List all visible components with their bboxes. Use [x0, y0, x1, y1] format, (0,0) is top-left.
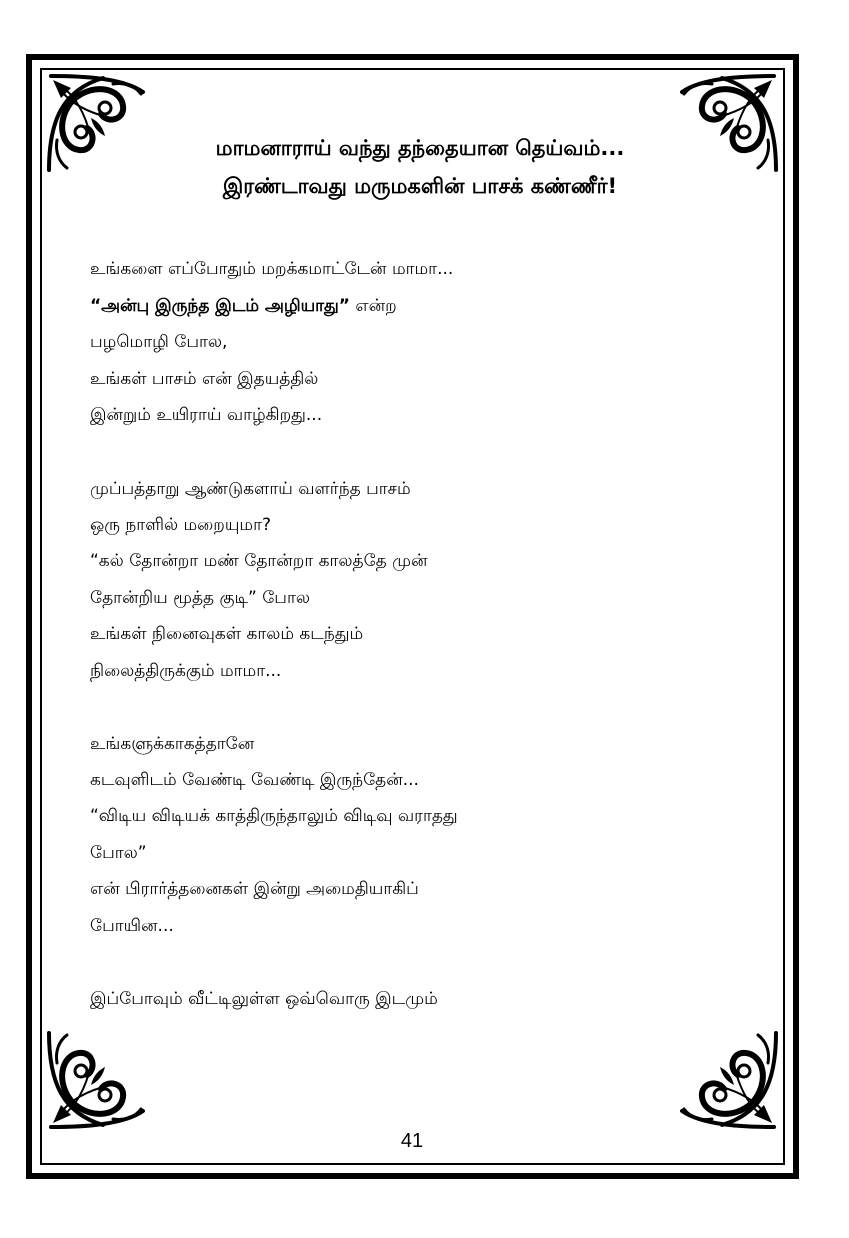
poem-line: முப்பத்தாறு ஆண்டுகளாய் வளர்ந்த பாசம்: [90, 479, 411, 499]
poem-line: உங்களை எப்போதும் மறக்கமாட்டேன் மாமா...: [90, 259, 454, 279]
page-number: 41: [400, 1130, 424, 1152]
poem-line: ஒரு நாளில் மறையுமா?: [90, 515, 271, 535]
poem-line: போயின...: [90, 916, 174, 936]
flourish-corner-icon: [674, 1025, 782, 1133]
proverb-quote: “அன்பு இருந்த இடம் அழியாது”: [90, 296, 350, 316]
poem-line: கடவுளிடம் வேண்டி வேண்டி இருந்தேன்...: [90, 770, 419, 790]
poem-line: நிலைத்திருக்கும் மாமா...: [90, 661, 282, 681]
poem-line: பழமொழி போல,: [90, 332, 228, 352]
poem-line: “கல் தோன்றா மண் தோன்றா காலத்தே முன்: [90, 551, 428, 571]
poem-line: “விடிய விடியக் காத்திருந்தாலும் விடிவு வராதது: [90, 806, 458, 826]
poem-line: என் பிரார்த்தனைகள் இன்று அமைதியாகிப்: [90, 879, 419, 899]
poem-line: தோன்றிய மூத்த குடி” போல: [90, 588, 310, 608]
poem-line: [90, 295, 397, 317]
poem-line: உங்கள் நினைவுகள் காலம் கடந்தும்: [90, 624, 364, 644]
poem-line: போல”: [90, 843, 147, 863]
poem-line-rest: என்ற: [349, 296, 397, 316]
flourish-corner-icon: [43, 1025, 151, 1133]
poem-line: இன்றும் உயிராய் வாழ்கிறது...: [90, 405, 323, 425]
title-line-1: மாமனாராய் வந்து தந்தையான தெய்வம்...: [215, 136, 625, 160]
poem-line: உங்கள் பாசம் என் இதயத்தில்: [90, 369, 319, 389]
poem-line: உங்களுக்காகத்தானே: [90, 734, 255, 754]
title-line-2: இரண்டாவது மருமகளின் பாசக் கண்ணீர்!: [222, 174, 618, 198]
poem-line: இப்போவும் வீட்டிலுள்ள ஒவ்வொரு இடமும்: [90, 989, 438, 1009]
